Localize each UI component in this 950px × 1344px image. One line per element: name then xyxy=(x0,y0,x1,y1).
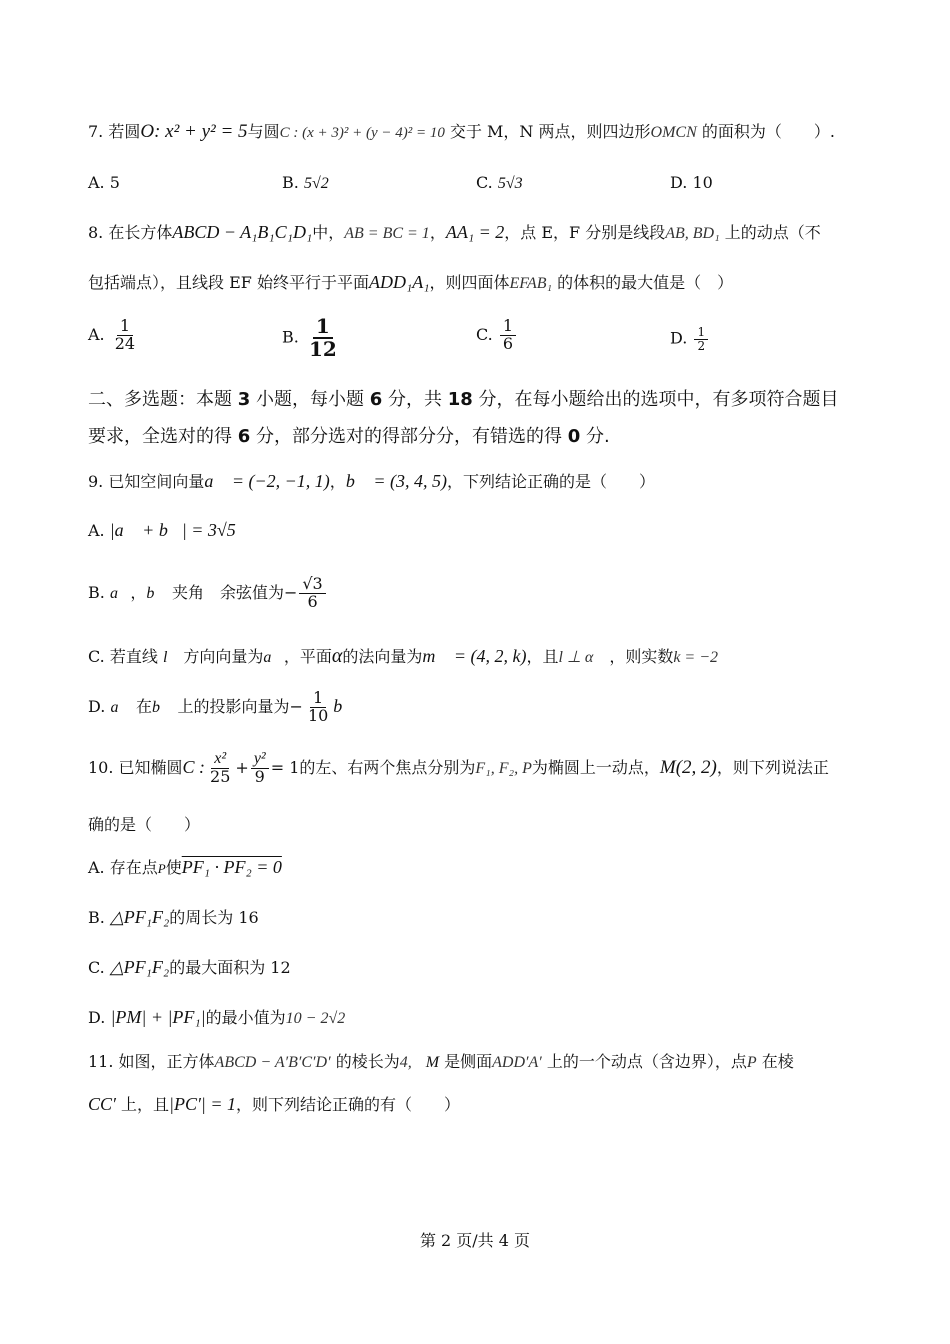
q11-stem: 11. 如图，正方体ABCD − A′B′C′D′ 的棱长为4, M 是侧面ADD′A′ 上的一个动点（含边界），点P 在棱 xyxy=(88,1052,794,1071)
q10-stem-line2: 确的是（ ） xyxy=(88,815,201,834)
q7-option-a: A. 5 xyxy=(88,173,120,192)
q10-option-c: C. △PF₁F₂的最大面积为 12 xyxy=(88,957,291,977)
section-heading-line2: 要求，全选对的得 6 分，部分选对的得部分分，有错选的得 0 分. xyxy=(88,426,610,447)
q7-option-d: D. 10 xyxy=(670,173,713,192)
q8-stem-line2: 包括端点），且线段 EF 始终平行于平面ADD₁A₁，则四面体EFAB₁ 的体积的最大值是（ ） xyxy=(88,272,734,292)
q9-option-b: B. a⃗，b⃗ 夹角 余弦值为− $\frac{√3}{6}$ xyxy=(88,568,328,619)
q9-option-d: D. a⃗ 在b⃗ 上的投影向量为− $\frac{1}{10}$ b⃗ xyxy=(88,688,357,725)
q7-stem: 7. 若圆O: x² + y² = 5与圆C : (x + 3)² + (y − 4)² = 10 交于 M，N 两点，则四边形OMCN 的面积为（ ）. xyxy=(88,121,835,142)
q10-option-a: A. 存在点P使PF₁ · PF₂ = 0 xyxy=(88,857,282,877)
q8-option-a: A. $\frac{1}{24}$ xyxy=(88,316,136,353)
q9-option-c: C. 若直线 l 方向向量为a⃗，平面α的法向量为m⃗ = (4, 2, k)，且l ⊥ α ，则实数k = −2 xyxy=(88,645,719,667)
q7-option-c: C. 5√3 xyxy=(476,173,523,192)
q8-option-b: B. $\frac{1}{12}$ xyxy=(282,314,337,361)
q8-option-d: D. $\frac{1}{2}$ xyxy=(670,326,710,352)
q10-option-d: D. |PM| + |PF₁|的最小值为10 − 2√2 xyxy=(88,1007,346,1027)
q10-option-b: B. △PF₁F₂的周长为 16 xyxy=(88,907,259,927)
page-footer: 第 2 页/共 4 页 xyxy=(419,1231,531,1250)
q8-option-c: C. $\frac{1}{6}$ xyxy=(476,318,518,353)
q11-stem-line2: CC′ 上，且|PC′| = 1，则下列结论正确的有（ ） xyxy=(88,1094,461,1114)
q10-stem: 10. 已知椭圆C : $\frac{\text{x²}}{25}$ + $\frac{\text{y²}}{9}$ = 1的左、右两个焦点分别为F₁, F₂, P为椭圆上一动点，M(2, 2)，则下列说法正 xyxy=(88,750,829,786)
section-heading: 二、多选题：本题 3 小题，每小题 6 分，共 18 分，在每小题给出的选项中，有多项符合题目 xyxy=(88,389,839,410)
q8-stem: 8. 在长方体ABCD − A₁B₁C₁D₁中，AB = BC = 1，AA₁ = 2，点 E，F 分别是线段AB, BD₁ 上的动点（不 xyxy=(88,222,821,242)
q9-option-a: A. |a⃗ + b⃗| = 3√5 xyxy=(88,520,236,540)
q7-option-b: B. 5√2 xyxy=(282,173,329,192)
q9-stem: 9. 已知空间向量a⃗ = (−2, −1, 1)，b⃗ = (3, 4, 5)，下列结论正确的是（ ） xyxy=(88,471,655,491)
